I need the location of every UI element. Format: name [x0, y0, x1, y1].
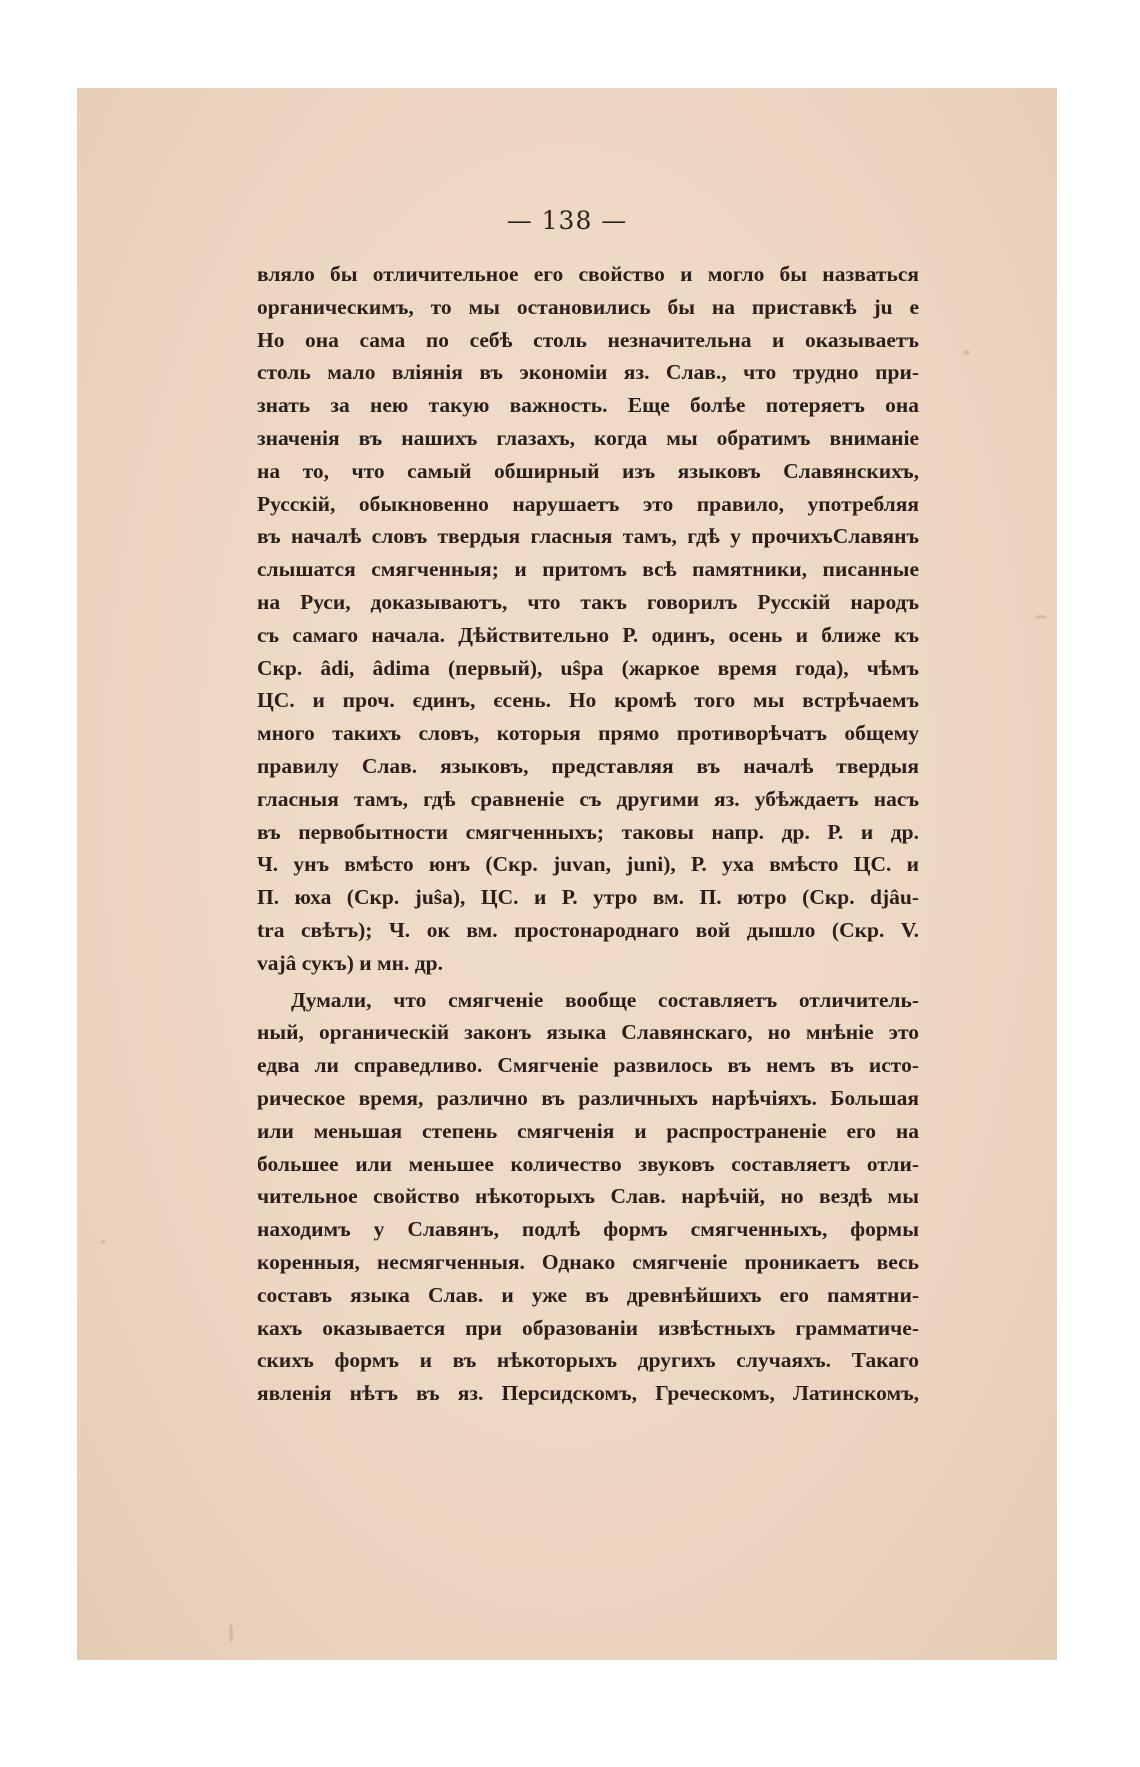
paper-stain: [101, 1240, 106, 1244]
text-line: органическимъ, то мы остановились бы на приставкѣ ju e: [257, 294, 919, 319]
body-text: [257, 258, 919, 1410]
paper-stain: [1035, 615, 1047, 619]
text-line: рическое время, различно въ различныхъ нарѣчіяхъ. Большая: [257, 1085, 919, 1110]
text-line: въ началѣ словъ твердыя гласныя тамъ, гдѣ у прочихъСлавянъ: [257, 524, 919, 549]
text-line: значенія въ нашихъ глазахъ, когда мы обратимъ вниманіе: [257, 425, 919, 450]
text-line: ный, органическій законъ языка Славянскаго, но мнѣніе это: [257, 1020, 919, 1045]
text-line: Ч. унъ вмѣсто юнъ (Скр. juvan, juni), Р. уха вмѣсто ЦС. и: [257, 852, 919, 877]
text-line: кахъ оказывается при образованіи извѣстныхъ грамматиче-: [257, 1315, 919, 1340]
paragraph-1: [257, 258, 919, 980]
text-line: tra свѣтъ); Ч. ок вм. простонароднаго вой дышло (Скр. V.: [257, 917, 919, 942]
text-line: правилу Слав. языковъ, представляя въ началѣ твердыя: [257, 753, 919, 778]
text-line: чительное свойство нѣкоторыхъ Слав. нарѣчій, но вездѣ мы: [257, 1184, 919, 1209]
text-line: Русскій, обыкновенно нарушаетъ это правило, употребляя: [257, 491, 919, 516]
text-line: знать за нею такую важность. Еще болѣе потеряетъ она: [257, 393, 919, 418]
text-line: большее или меньшее количество звуковъ составляетъ отли-: [257, 1151, 919, 1176]
text-line: едва ли справедливо. Смягченіе развилось въ немъ въ исто-: [257, 1053, 919, 1078]
text-line: въ первобытности смягченныхъ; таковы напр. др. Р. и др.: [257, 819, 919, 844]
text-line: скихъ формъ и въ нѣкоторыхъ другихъ случаяхъ. Такаго: [257, 1348, 919, 1373]
text-line: Скр. âdi, âdima (первый), uŝpa (жаркое время года), чѣмъ: [257, 655, 919, 680]
text-line: vajâ сукъ) и мн. др.: [257, 950, 444, 975]
text-line: ЦС. и проч. єдинъ, єсень. Но кромѣ того мы встрѣчаемъ: [257, 688, 919, 713]
text-line: находимъ у Славянъ, подлѣ формъ смягченныхъ, формы: [257, 1217, 919, 1242]
text-line: П. юха (Скр. juŝa), ЦС. и Р. утро вм. П. ютро (Скр. djâu-: [257, 885, 919, 910]
paragraph-2: [257, 984, 919, 1410]
text-line: составъ языка Слав. и уже въ древнѣйшихъ его памятни-: [257, 1282, 919, 1307]
text-line: явленія нѣтъ въ яз. Персидскомъ, Греческомъ, Латинскомъ,: [257, 1381, 919, 1406]
text-line: столь мало вліянія въ экономіи яз. Слав., что трудно при-: [257, 360, 919, 385]
text-line: коренныя, несмягченныя. Однако смягченіе проникаетъ весь: [257, 1249, 919, 1274]
text-line: гласныя тамъ, гдѣ сравненіе съ другими яз. убѣждаетъ насъ: [257, 786, 919, 811]
paper-stain: [229, 1624, 233, 1642]
text-line: Думали, что смягченіе вообще составляетъ отличитель-: [291, 987, 919, 1012]
text-line: съ самаго начала. Дѣйствительно Р. одинъ, осень и ближе къ: [257, 622, 919, 647]
scanned-page: [77, 88, 1057, 1660]
text-line: вляло бы отличительное его свойство и могло бы назваться: [257, 262, 919, 286]
page-number: — 138 —: [506, 206, 628, 235]
text-line: много такихъ словъ, которыя прямо противорѣчатъ общему: [257, 721, 919, 746]
text-line: слышатся смягченныя; и притомъ всѣ памятники, писанные: [257, 557, 919, 582]
text-line: на Руси, доказываютъ, что такъ говорилъ Русскій народъ: [257, 589, 919, 614]
text-line: Но она сама по себѣ столь незначительна и оказываетъ: [257, 327, 919, 352]
text-line: на то, что самый обширный изъ языковъ Славянскихъ,: [257, 458, 919, 483]
paper-stain: [963, 350, 970, 355]
text-line: или меньшая степень смягченія и распространеніе его на: [257, 1118, 919, 1143]
